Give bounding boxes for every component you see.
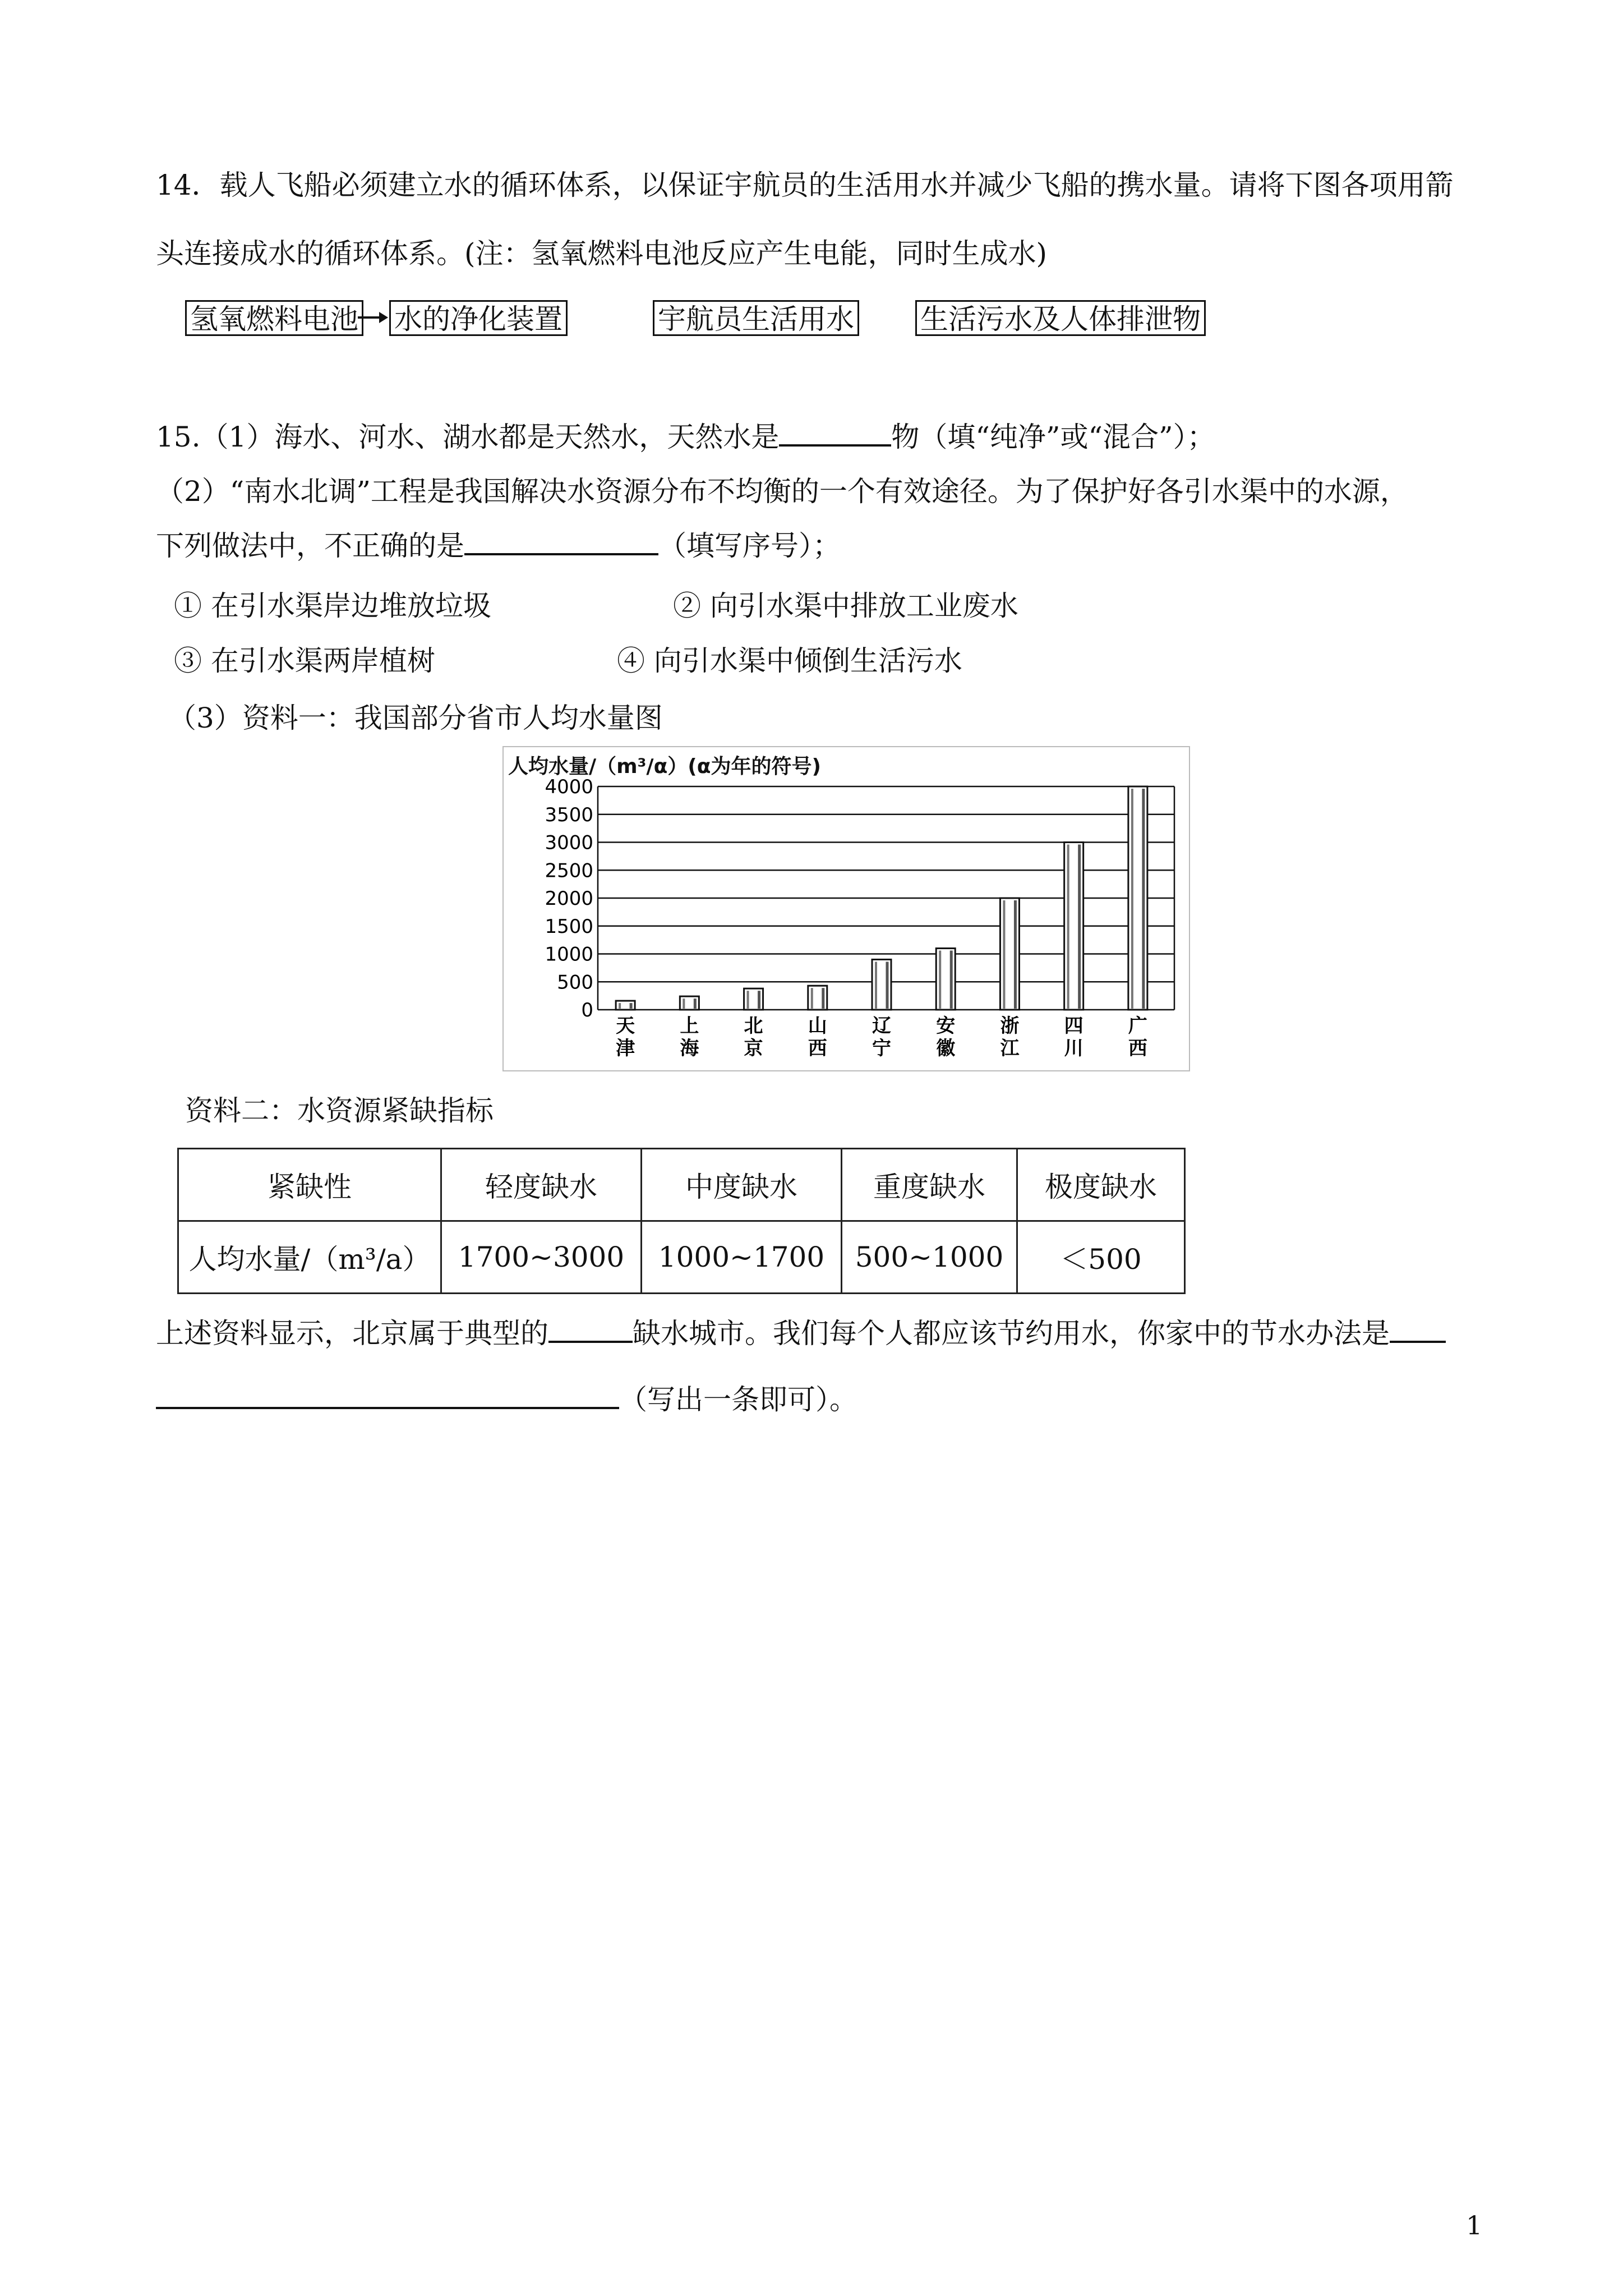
scarcity-table — [177, 1148, 1186, 1294]
x-tick-label: 西 — [1128, 1037, 1147, 1060]
x-tick-label: 山 — [808, 1015, 827, 1037]
box-astronaut-water: 宇航员生活用水 — [653, 300, 859, 336]
q15-part1-tail: 物（填“纯净”或“混合”）； — [891, 421, 1215, 453]
x-tick-label: 宁 — [872, 1037, 891, 1060]
y-tick-label: 1500 — [545, 915, 593, 938]
y-tick-label: 0 — [581, 999, 593, 1022]
y-tick-label: 4000 — [545, 776, 593, 798]
chart-plot-area — [504, 747, 1191, 1073]
q15-part2-line1: （2）“南水北调”工程是我国解决水资源分布不均衡的一个有效途径。为了保护好各引水渠中的水源， — [156, 475, 1408, 508]
table-cell: 500~1000 — [842, 1221, 1017, 1294]
conclusion-line2 — [156, 1382, 857, 1416]
chart-title: 人均水量/（m³/α）(α为年的符号) — [508, 755, 821, 778]
answer-blank-incorrect-option[interactable] — [464, 528, 658, 555]
box-waste-water: 生活污水及人体排泄物 — [915, 300, 1206, 336]
x-tick-label: 浙 — [1000, 1015, 1020, 1037]
x-tick-label: 津 — [616, 1037, 635, 1060]
y-tick-label: 3500 — [545, 803, 593, 826]
y-tick-label: 3000 — [545, 831, 593, 854]
conclusion-text: 上述资料显示，北京属于典型的 — [156, 1317, 548, 1350]
answer-blank-saving-method-cont[interactable] — [156, 1382, 619, 1409]
x-tick-label: 辽 — [872, 1015, 891, 1037]
arrow-right-icon — [357, 307, 389, 328]
option-4: ④ 向引水渠中倾倒生活污水 — [617, 645, 962, 677]
option-1: ① 在引水渠岸边堆放垃圾 — [174, 590, 491, 622]
y-tick-label: 1000 — [545, 943, 593, 966]
q15-part2-tail: （填写序号）； — [658, 530, 841, 562]
x-tick-label: 川 — [1064, 1037, 1083, 1060]
x-tick-label: 北 — [744, 1015, 763, 1037]
option-3: ③ 在引水渠两岸植树 — [174, 645, 435, 677]
table-cell: 中度缺水 — [642, 1149, 842, 1221]
table-row-values — [178, 1221, 1185, 1294]
q15-part2-text: 下列做法中，不正确的是 — [156, 530, 464, 562]
y-tick-label: 500 — [557, 971, 593, 994]
material2-label: 资料二：水资源紧缺指标 — [185, 1094, 494, 1127]
answer-blank-natural-water[interactable] — [779, 420, 891, 447]
x-tick-label: 广 — [1128, 1015, 1147, 1037]
conclusion-middle: 缺水城市。我们每个人都应该节约用水，你家中的节水办法是 — [633, 1317, 1390, 1350]
answer-blank-scarcity-level[interactable] — [548, 1316, 633, 1343]
x-tick-label: 海 — [680, 1037, 699, 1060]
x-tick-label: 天 — [616, 1015, 635, 1037]
y-tick-label: 2500 — [545, 859, 593, 882]
table-cell: 轻度缺水 — [441, 1149, 642, 1221]
q15-part1-text: 15.（1）海水、河水、湖水都是天然水，天然水是 — [156, 421, 780, 453]
table-row-header — [178, 1149, 1185, 1221]
option-2: ② 向引水渠中排放工业废水 — [673, 590, 1018, 622]
table-cell: 重度缺水 — [842, 1149, 1017, 1221]
table-cell: 紧缺性 — [178, 1149, 441, 1221]
x-tick-label: 西 — [808, 1037, 827, 1060]
q15-part1 — [156, 420, 1215, 454]
conclusion-line1 — [156, 1316, 1446, 1350]
table-cell: 人均水量/（m³/a） — [178, 1221, 441, 1294]
conclusion-end: （写出一条即可）。 — [619, 1383, 857, 1416]
x-tick-label: 江 — [1000, 1037, 1020, 1060]
table-cell: 极度缺水 — [1017, 1149, 1185, 1221]
table-cell: 1700~3000 — [441, 1221, 642, 1294]
material1-label: （3）资料一：我国部分省市人均水量图 — [168, 702, 663, 734]
table-cell: ＜500 — [1017, 1221, 1185, 1294]
x-tick-label: 四 — [1064, 1015, 1083, 1037]
q15-part2-line2 — [156, 528, 841, 563]
x-tick-label: 京 — [744, 1037, 763, 1060]
q14-text-line1: 14．载人飞船必须建立水的循环体系，以保证宇航员的生活用水并减少飞船的携水量。请将下图各项用箭 — [156, 169, 1454, 201]
page-number: 1 — [1466, 2210, 1483, 2240]
x-tick-label: 上 — [680, 1015, 699, 1037]
table-cell: 1000~1700 — [642, 1221, 842, 1294]
x-tick-label: 安 — [936, 1015, 956, 1037]
box-hydrogen-fuel-cell: 氢氧燃料电池 — [185, 300, 363, 336]
y-tick-label: 2000 — [545, 887, 593, 910]
water-per-capita-chart — [502, 746, 1190, 1071]
q14-text-line2: 头连接成水的循环体系。(注：氢氧燃料电池反应产生电能，同时生成水) — [156, 237, 1048, 270]
x-tick-label: 徽 — [936, 1037, 956, 1060]
answer-blank-saving-method[interactable] — [1390, 1316, 1446, 1343]
box-water-purifier: 水的净化装置 — [389, 300, 568, 336]
